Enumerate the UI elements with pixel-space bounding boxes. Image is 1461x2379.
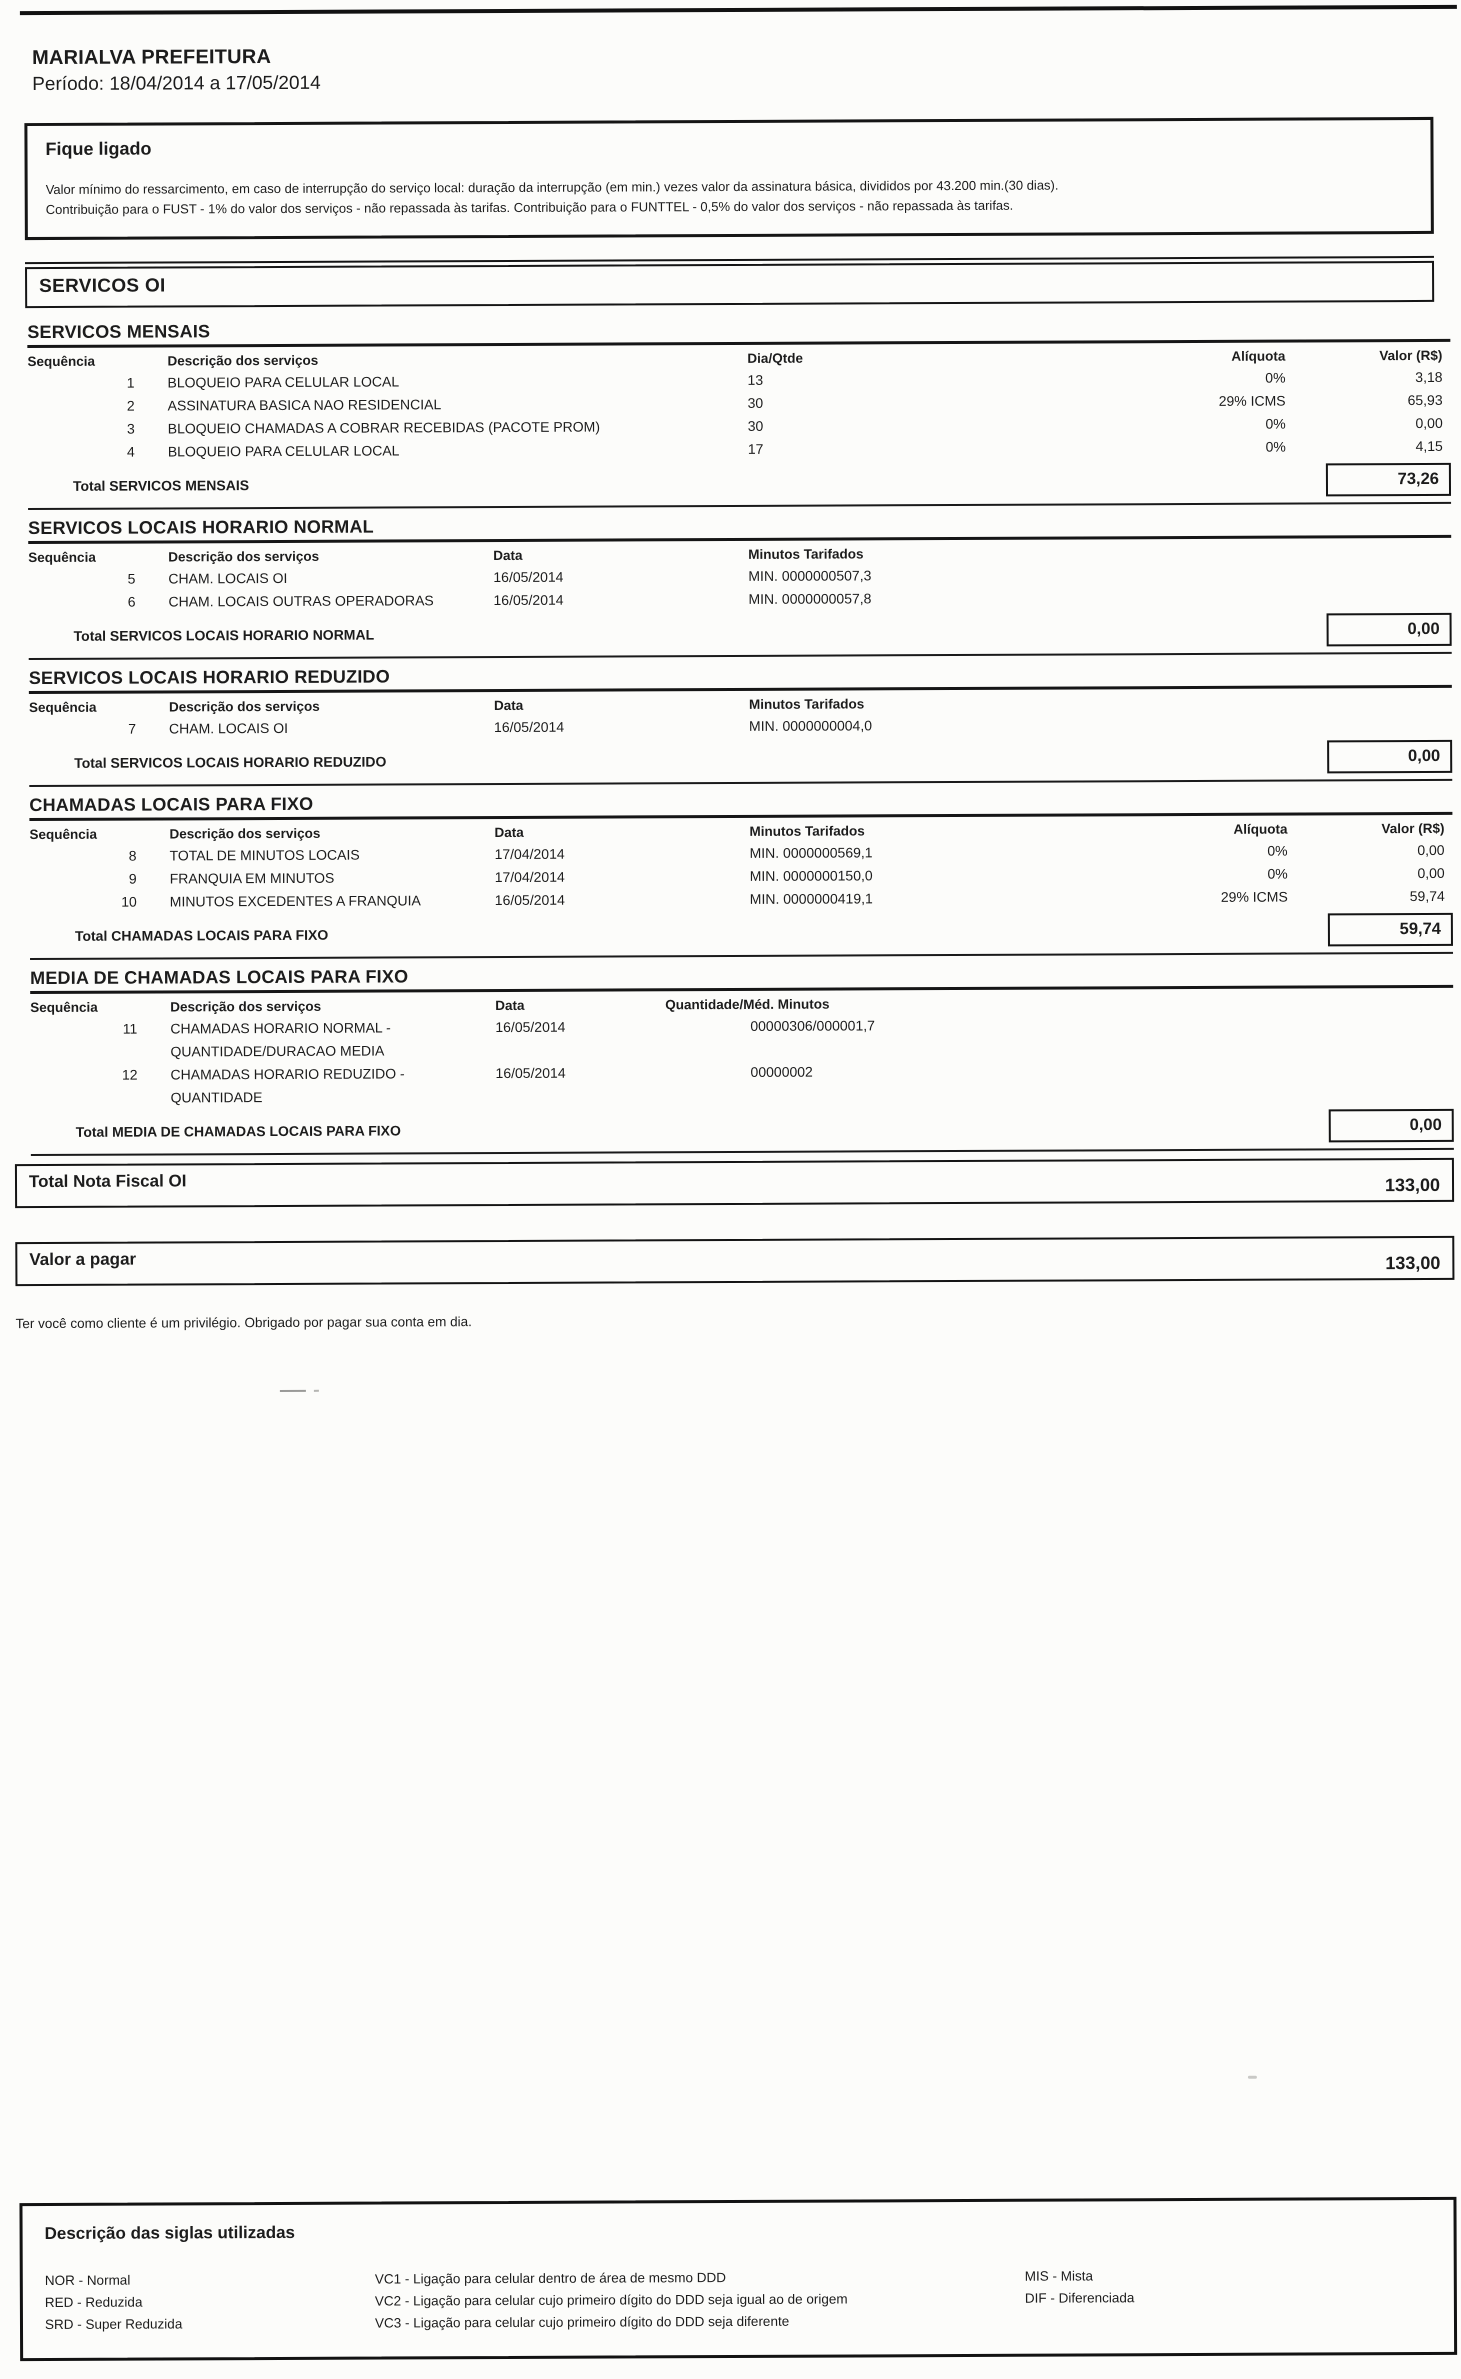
cell-data: 16/05/2014 (495, 1064, 566, 1082)
table-rows (30, 839, 1453, 914)
cell-data: 17/04/2014 (494, 845, 565, 863)
cell-quantidade: MIN. 0000000507,3 (748, 567, 872, 584)
sigla-item: VC1 - Ligação para celular dentro de área de mesmo DDD (374, 2270, 727, 2287)
header-descricao: Descrição dos serviços (168, 698, 320, 715)
section-total-value: 73,26 (1326, 463, 1451, 497)
valor-a-pagar-box (15, 1236, 1454, 1286)
cell-quantidade: MIN. 0000000150,0 (749, 867, 873, 884)
cell-valor (1288, 1012, 1453, 1013)
section-total-label: Total SERVICOS LOCAIS HORARIO REDUZIDO (74, 752, 387, 771)
service-section (27, 316, 1451, 510)
cell-descricao: BLOQUEIO PARA CELULAR LOCAL (167, 373, 400, 391)
cell-data: 16/05/2014 (494, 891, 565, 909)
cell-valor: 65,93 (1407, 391, 1443, 409)
thank-you-message: Ter você como cliente é um privilégio. Obrigado por pagar sua conta em dia. (15, 1314, 472, 1332)
siglas-col1 (45, 2269, 375, 2336)
cell-aliquota: 0% (1265, 415, 1286, 432)
table-row (28, 585, 1451, 614)
header-descricao: Descrição dos serviços (168, 548, 320, 565)
cell-data: 17/04/2014 (494, 868, 565, 886)
table-row (28, 435, 1451, 464)
provider-label: SERVICOS OI (39, 275, 166, 298)
table-row (30, 1058, 1453, 1110)
cell-data (493, 438, 748, 439)
cell-sequencia: 7 (128, 720, 137, 737)
cell-descricao: BLOQUEIO PARA CELULAR LOCAL (167, 442, 400, 460)
section-total-value: 0,00 (1327, 740, 1452, 774)
notice-line-1: Valor mínimo do ressarcimento, em caso de interrupção do serviço local: duração da interrupção (em min.) vezes valor da assinatura básica, divididos por 43.200 min.(30 dias). (45, 177, 1059, 197)
header-data (492, 349, 747, 350)
cell-valor (1286, 562, 1451, 563)
header-descricao: Descrição dos serviços (169, 825, 321, 842)
cell-data: 16/05/2014 (493, 718, 565, 736)
header-aliquota (1048, 543, 1286, 544)
cell-descricao: CHAMADAS HORARIO REDUZIDO - QUANTIDADE (170, 1062, 495, 1109)
siglas-col2 (375, 2266, 1025, 2335)
cell-quantidade: 30 (747, 417, 764, 434)
header-data: Data (494, 824, 524, 841)
siglas-box (19, 2197, 1457, 2361)
table-row (30, 1012, 1453, 1064)
valor-a-pagar-value: 133,00 (1385, 1252, 1441, 1274)
sigla-item: RED - Reduzida (44, 2294, 143, 2311)
header-descricao: Descrição dos serviços (167, 352, 319, 369)
cell-sequencia: 11 (122, 1020, 138, 1037)
header-valor (1288, 992, 1453, 993)
cell-data: 16/05/2014 (493, 568, 564, 586)
table-rows (29, 712, 1452, 741)
section-total-value: 0,00 (1329, 1109, 1454, 1143)
cell-quantidade: MIN. 0000000004,0 (748, 717, 873, 734)
cell-data (493, 392, 748, 393)
scan-artifact (280, 1390, 306, 1392)
cell-sequencia: 5 (127, 570, 136, 587)
cell-aliquota (1050, 1059, 1288, 1060)
divider (29, 779, 1452, 787)
sigla-item: NOR - Normal (44, 2272, 131, 2289)
header-quantidade: Minutos Tarifados (748, 546, 864, 562)
cell-valor: 3,18 (1415, 368, 1443, 386)
customer-name: MARIALVA PREFEITURA (32, 45, 272, 70)
header-valor (1287, 692, 1452, 693)
document-header (32, 41, 1457, 96)
cell-aliquota (1048, 563, 1286, 564)
cell-sequencia: 12 (121, 1066, 138, 1083)
cell-sequencia: 8 (128, 847, 137, 864)
section-total-value: 0,00 (1327, 613, 1452, 647)
cell-descricao-line2: QUANTIDADE/DURACAO MEDIA (170, 1042, 385, 1060)
service-section (29, 789, 1453, 960)
billing-period: Período: 18/04/2014 a 17/05/2014 (32, 72, 321, 96)
table-rows (30, 1012, 1453, 1110)
fique-ligado-box (24, 117, 1433, 240)
table-rows (28, 562, 1451, 614)
cell-aliquota (1050, 1013, 1288, 1014)
cell-quantidade: MIN. 0000000569,1 (749, 844, 873, 861)
header-quantidade: Minutos Tarifados (749, 823, 865, 839)
header-sequencia: Sequência (30, 999, 98, 1016)
cell-descricao: TOTAL DE MINUTOS LOCAIS (169, 846, 360, 864)
section-total-label: Total SERVICOS LOCAIS HORARIO NORMAL (73, 626, 375, 644)
notice-title: Fique ligado (45, 138, 152, 159)
cell-aliquota: 0% (1267, 842, 1288, 859)
section-total-value: 59,74 (1328, 913, 1453, 947)
cell-valor: 0,00 (1415, 414, 1443, 432)
header-data: Data (495, 997, 525, 1014)
header-valor: Valor (R$) (1381, 820, 1445, 837)
siglas-title: Descrição das siglas utilizadas (44, 2222, 296, 2244)
section-heading: SERVICOS LOCAIS HORARIO REDUZIDO (28, 666, 390, 689)
cell-aliquota: 0% (1265, 438, 1286, 455)
top-border-line (20, 5, 1457, 15)
sigla-item: DIF - Diferenciada (1024, 2290, 1135, 2306)
divider (28, 502, 1451, 510)
header-sequencia: Sequência (28, 699, 97, 716)
cell-aliquota: 29% ICMS (1218, 392, 1286, 409)
valor-a-pagar-label: Valor a pagar (29, 1249, 137, 1270)
header-data: Data (493, 547, 523, 564)
cell-quantidade: 17 (747, 440, 764, 457)
sigla-item: VC3 - Ligação para celular cujo primeiro dígito do DDD seja diferente (374, 2313, 790, 2331)
cell-quantidade: 00000002 (750, 1063, 813, 1080)
divider (30, 952, 1453, 960)
header-aliquota (1049, 693, 1287, 694)
cell-descricao: BLOQUEIO CHAMADAS A COBRAR RECEBIDAS (PACOTE PROM) (167, 418, 601, 437)
notice-line-2: Contribuição para o FUST - 1% do valor dos serviços - não repassada às tarifas. Contribuição para o FUNTTEL - 0,5% do valor dos serviços - não repassada às tarifas. (45, 197, 1014, 217)
header-valor (1286, 542, 1451, 543)
section-total-label: Total SERVICOS MENSAIS (72, 476, 250, 494)
header-data: Data (493, 697, 524, 714)
sigla-item: MIS - Mista (1024, 2268, 1094, 2284)
section-total-label: Total MEDIA DE CHAMADAS LOCAIS PARA FIXO (75, 1121, 401, 1140)
cell-sequencia: 3 (126, 420, 135, 437)
cell-valor (1287, 712, 1452, 713)
cell-sequencia: 9 (128, 870, 137, 887)
cell-aliquota: 29% ICMS (1220, 888, 1288, 905)
header-sequencia: Sequência (29, 826, 98, 843)
table-row (30, 885, 1453, 914)
header-quantidade: Minutos Tarifados (748, 696, 865, 712)
siglas-col3 (1025, 2264, 1434, 2332)
divider (31, 1148, 1454, 1156)
header-quantidade: Quantidade/Méd. Minutos (665, 996, 830, 1013)
header-aliquota: Alíquota (1233, 821, 1288, 837)
cell-aliquota: 0% (1265, 369, 1286, 386)
cell-data: 16/05/2014 (493, 591, 564, 609)
section-total-row (29, 613, 1452, 652)
section-heading: MEDIA DE CHAMADAS LOCAIS PARA FIXO (30, 966, 409, 989)
cell-valor: 4,15 (1415, 437, 1443, 455)
divider (29, 652, 1452, 660)
cell-descricao: CHAM. LOCAIS OI (168, 719, 289, 737)
header-quantidade: Dia/Qtde (747, 350, 803, 366)
cell-valor (1286, 585, 1451, 586)
cell-sequencia: 6 (127, 593, 136, 610)
section-heading: CHAMADAS LOCAIS PARA FIXO (29, 793, 314, 816)
table-row (29, 712, 1452, 741)
section-total-row (28, 463, 1451, 502)
cell-descricao: MINUTOS EXCEDENTES A FRANQUIA (169, 892, 421, 910)
cell-aliquota (1049, 713, 1287, 714)
cell-sequencia: 10 (121, 893, 137, 910)
cell-aliquota (1048, 586, 1286, 587)
section-total-label: Total CHAMADAS LOCAIS PARA FIXO (74, 926, 329, 944)
section-heading: SERVICOS LOCAIS HORARIO NORMAL (28, 516, 374, 539)
section-total-row (29, 740, 1452, 779)
header-sequencia: Sequência (28, 549, 96, 566)
header-valor: Valor (R$) (1379, 347, 1443, 364)
section-heading: SERVICOS MENSAIS (27, 321, 211, 343)
siglas-columns (45, 2264, 1434, 2336)
header-descricao: Descrição dos serviços (170, 998, 322, 1015)
cell-valor: 0,00 (1417, 864, 1445, 882)
cell-descricao: ASSINATURA BASICA NAO RESIDENCIAL (167, 396, 442, 414)
table-rows (27, 366, 1450, 464)
spacer (1, 1202, 1461, 1236)
service-section (29, 662, 1453, 787)
sigla-item: SRD - Super Reduzida (44, 2316, 183, 2333)
provider-box (25, 261, 1434, 308)
cell-descricao: CHAM. LOCAIS OI (168, 569, 288, 587)
service-sections (0, 316, 1461, 1156)
header-aliquota: Alíquota (1231, 348, 1286, 364)
cell-sequencia: 4 (126, 443, 135, 460)
cell-sequencia: 1 (126, 374, 135, 391)
total-nota-fiscal-label: Total Nota Fiscal OI (28, 1171, 187, 1192)
cell-descricao: CHAM. LOCAIS OUTRAS OPERADORAS (168, 592, 434, 610)
cell-quantidade: 00000306/000001,7 (750, 1017, 875, 1034)
cell-quantidade: 30 (747, 394, 764, 411)
cell-valor (1288, 1058, 1453, 1059)
cell-valor: 0,00 (1417, 841, 1445, 859)
cell-data: 16/05/2014 (495, 1018, 566, 1036)
cell-quantidade: 13 (747, 371, 764, 388)
total-nota-fiscal-box (15, 1158, 1454, 1208)
cell-descricao: FRANQUIA EM MINUTOS (169, 869, 335, 887)
cell-valor: 59,74 (1409, 887, 1445, 905)
cell-quantidade: MIN. 0000000419,1 (749, 890, 873, 907)
scan-artifact (1248, 2076, 1257, 2079)
cell-data (493, 415, 748, 416)
service-section (28, 512, 1452, 660)
cell-sequencia: 2 (126, 397, 135, 414)
sigla-item: VC2 - Ligação para celular cujo primeiro dígito do DDD seja igual ao de origem (374, 2291, 848, 2309)
total-nota-fiscal-value: 133,00 (1384, 1174, 1441, 1196)
service-section (30, 962, 1454, 1156)
section-total-row (31, 1109, 1454, 1148)
cell-data (492, 369, 747, 370)
cell-descricao-line2: QUANTIDADE (170, 1089, 263, 1106)
cell-descricao: CHAMADAS HORARIO NORMAL - QUANTIDADE/DURACAO MEDIA (170, 1016, 495, 1063)
section-total-row (30, 913, 1453, 952)
cell-aliquota: 0% (1267, 865, 1288, 882)
cell-quantidade: MIN. 0000000057,8 (748, 590, 872, 607)
header-sequencia: Sequência (27, 353, 95, 370)
header-aliquota (1050, 993, 1288, 994)
